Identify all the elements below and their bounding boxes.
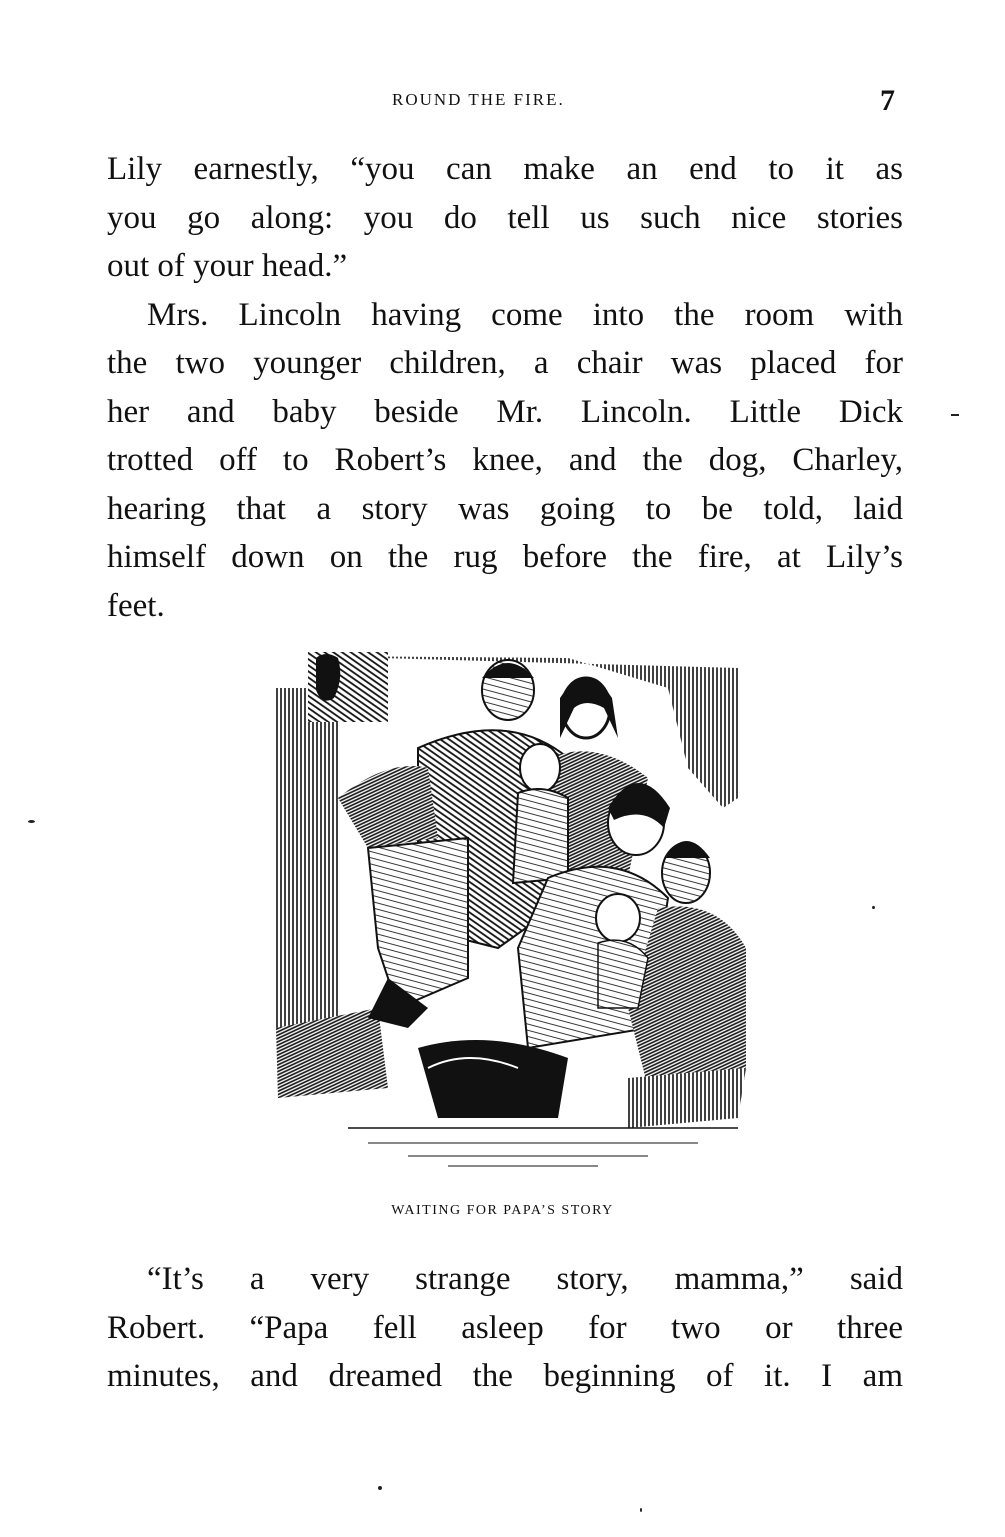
scan-speck bbox=[640, 1508, 642, 1512]
running-title: ROUND THE FIRE. bbox=[392, 90, 565, 109]
illustration-caption: WAITING FOR PAPA’S STORY bbox=[391, 1203, 614, 1218]
scan-speck bbox=[28, 820, 35, 823]
scan-speck bbox=[378, 1486, 382, 1490]
text-line: out of your head.” bbox=[107, 248, 348, 284]
text-line: feet. bbox=[107, 587, 165, 624]
text-line: you go along: you do tell us such nice stories bbox=[107, 199, 903, 236]
top-text-block bbox=[107, 145, 903, 630]
page-number: 7 bbox=[880, 84, 895, 117]
scan-speck bbox=[872, 906, 875, 909]
text-line: the two younger children, a chair was placed for bbox=[107, 345, 903, 381]
scan-speck bbox=[951, 414, 959, 416]
text-line: her and baby beside Mr. Lincoln. Little Dick bbox=[107, 393, 903, 430]
text-line: hearing that a story was going to be told, laid bbox=[107, 490, 903, 527]
text-line: himself down on the rug before the fire, at Lily’s bbox=[107, 539, 903, 575]
text-line: minutes, and dreamed the beginning of it. I am bbox=[107, 1358, 903, 1394]
text-line: trotted off to Robert’s knee, and the dog, Charley, bbox=[107, 442, 903, 478]
text-line: Mrs. Lincoln having come into the room with bbox=[147, 296, 903, 333]
text-line: Robert. “Papa fell asleep for two or three bbox=[107, 1309, 903, 1346]
bottom-text-block bbox=[107, 1255, 903, 1401]
text-line: “It’s a very strange story, mamma,” said bbox=[147, 1261, 903, 1297]
running-head bbox=[0, 84, 1005, 117]
text-line: Lily earnestly, “you can make an end to it as bbox=[107, 151, 903, 187]
family-engraving-illustration bbox=[268, 648, 750, 1170]
